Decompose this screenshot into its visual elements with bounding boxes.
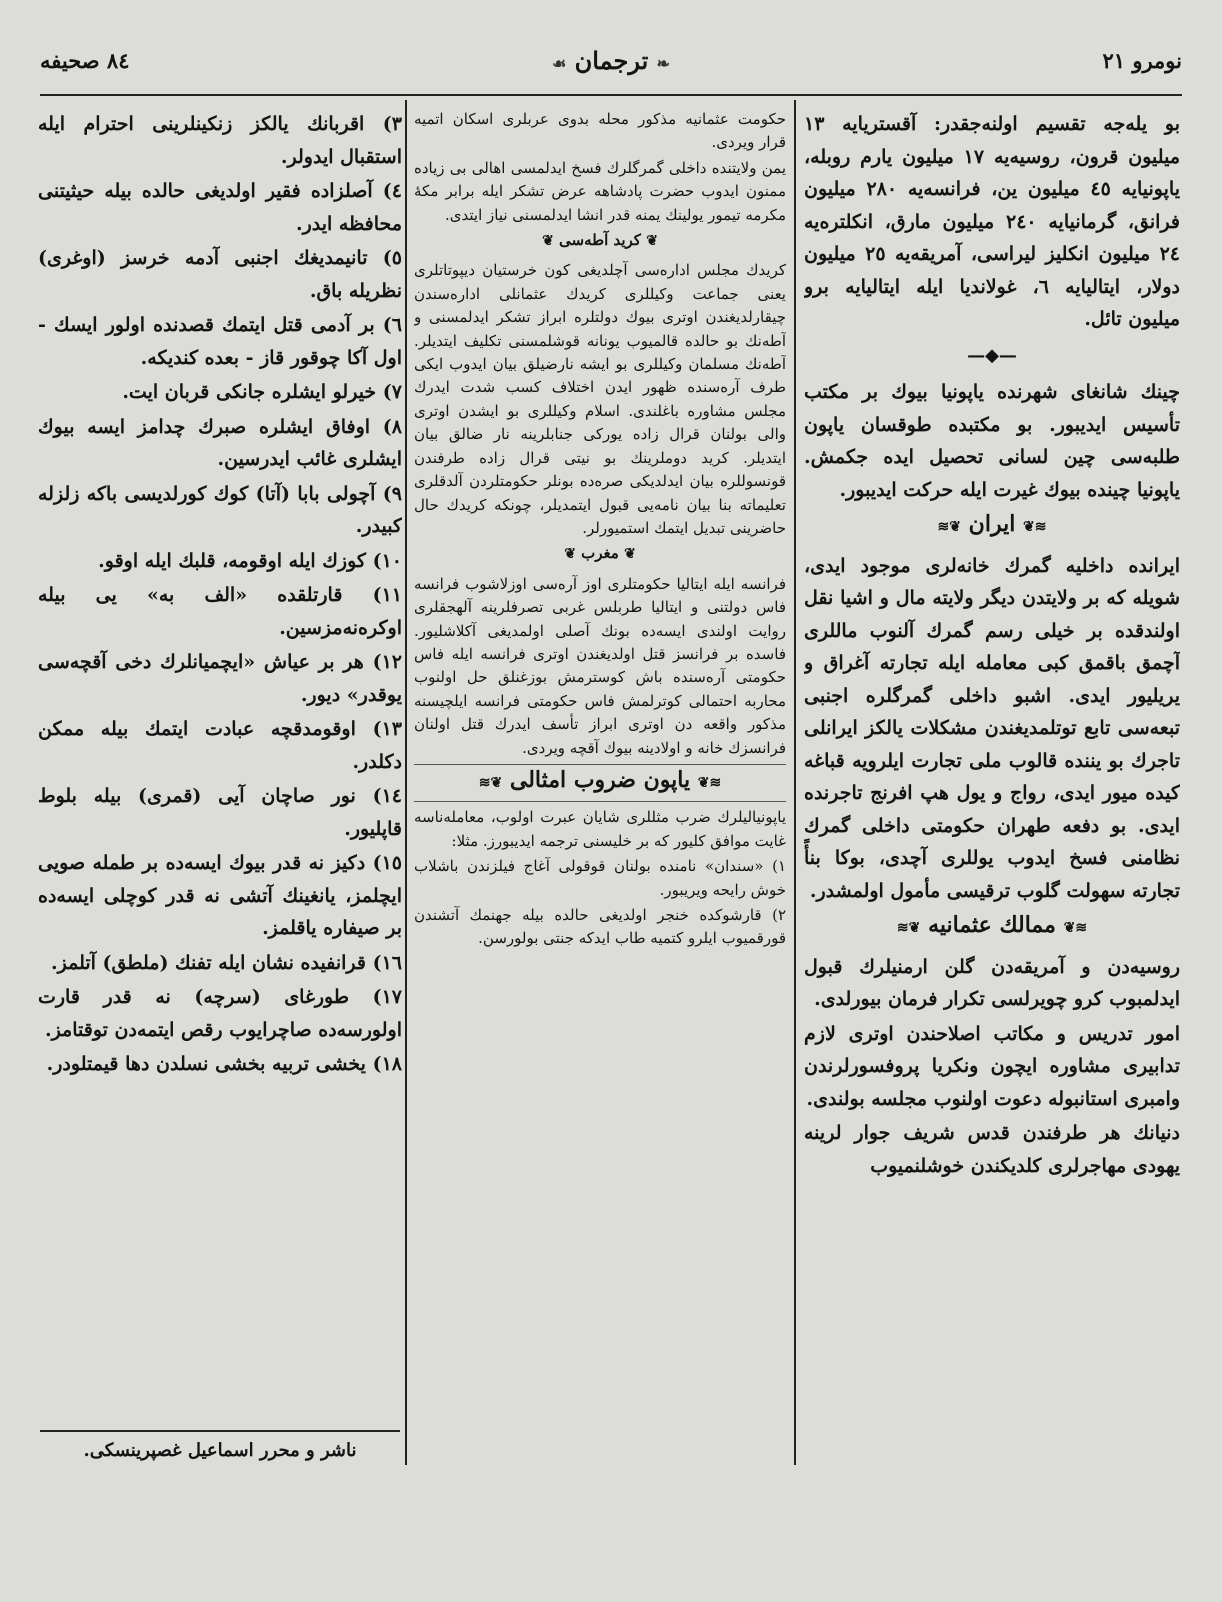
section-title-iran: ايران — [968, 511, 1016, 537]
issue-number: نومرو ٢١ — [1102, 48, 1182, 73]
middle-paragraph-5: ياپونياليلرك ضرب مثللرى شايان عبرت اولوب، معامله‌ناسه غايت موافق كليور كه بر خليسنى ترجمه ايديبورز. مثلا: — [414, 808, 786, 850]
right-paragraph-3: ايرانده داخليه گمرك خانه‌لرى موجود ايدى، شويله كه بر ولايتدن ديگر ولايته مال و اشيا نقل اولندقده بر خيلى رسم گمرك آلنوب ماللرى آچمق باقمق كبى معامله ايله تجارته آغراق و يريليور ايدى. اشبو داخلى گمرگلره اجنبى تبعه‌سى تابع توتلمديغندن مشكلات يالكز ايرانلى تاجرك بو يننده قالوب ملى تجارت ايلرويه قباغه كيده ميور ايدى، رواج و يول هپ افرنج تاجرنده ايدى. بو دفعه طهران حكومتى داخلى گمرك نظامنى فسخ ايدوب يوللرى آچدى، بوكا بنأً تجارته سهولت گلوب ترقيسى مأمول اولمشدر. — [804, 554, 1180, 902]
right-paragraph-1: بو يله‌جه تقسيم اولنه‌جقدر: آقستر‌يايه ١٣ ميليون قرون، روسيه‌يه ١٧ ميليون يارم روبله، ياپونيايه ٤٥ ميليون ين، فرانسه‌يه ٢٨٠ ميليون فرانق، گرمانيايه ٢٤٠ ميليون مارق، انكلتره‌يه ٢٤ ميليون انكليز ليراسى، آمريقه‌يه ٢٥ ميليون دولار، ايتاليايه ٦، غولانديا ايله ايتاليايه برو ميليون تائل. — [804, 113, 1180, 330]
section-heading-morocco — [414, 542, 786, 566]
middle-paragraph-1: حكومت عثمانيه مذكور محله بدوى عربلرى اسكان اتميه قرار ويردى. — [414, 110, 786, 152]
middle-paragraph-7: ٢) قارشوكده خنجر اولديغى حالده بيله جهنمك آتشندن قورقميوب ايلرو كتميه طاب ايدكه جنتى بولورسن. — [414, 906, 786, 948]
proverb-item: ١٨) يخشى تربيه بخشى نسلدن دها قيمتلودر. — [46, 1053, 402, 1075]
ornament-icon: ❦≋ — [478, 774, 503, 791]
proverb-item: ١٧) طورغاى (سرچه) نه قدر قارت اولورسه‌ده صاچرايوب رقص ايتمه‌دن توقتامز. — [38, 986, 402, 1041]
ornament-icon: ❦ — [646, 233, 658, 250]
ornament-icon: ≋❦ — [1023, 519, 1047, 535]
section-heading-proverbs — [414, 766, 786, 795]
proverb-item: ٤) آصلزاده فقير اولديغى حالده بيله حيثيتنى محافظه ايدر. — [38, 180, 402, 235]
header-rule — [40, 94, 1182, 96]
section-heading-iran — [804, 508, 1180, 544]
section-heading-ottoman — [804, 909, 1180, 945]
right-ornament-icon: ☙ — [551, 54, 567, 73]
section-title-proverbs: ياپون ضروب امثالى — [509, 766, 691, 793]
middle-paragraph-6: ١) «سندان» نامنده بولنان قوقولى آغاج فيلزندن باشلاب خوش رايحه ويريبور. — [414, 857, 786, 899]
publisher-rule — [40, 1430, 400, 1432]
ornament-icon: ❦ — [542, 233, 554, 250]
column-divider-right — [794, 100, 796, 1465]
proverb-item: ١٦) قرانفيده نشان ايله تفنك (ملطق) آتلمز. — [51, 951, 402, 974]
right-paragraph-4: روسيه‌دن و آمريقه‌دن گلن ارمنيلرك قبول ايدلمبوب كرو چويرلسى تكرار فرمان بيورلدى. — [804, 955, 1180, 1010]
section-title-ottoman: ممالك عثمانيه — [928, 912, 1056, 938]
ornament-icon: ❦ — [564, 546, 576, 563]
proverb-item: ١٥) دكيز نه قدر بيوك ايسه‌ده بر طمله صويى ايچلمز، يانغينك آتشى نه قدر كوچلى ايسه‌ده بر صيفاره ياقلمز. — [38, 852, 402, 939]
ornament-icon: ≋❦ — [1063, 920, 1088, 936]
proverb-item: ٦) بر آدمى قتل ايتمك قصدنده اولور ايسك - اول آكا چوقور قاز - بعده كنديكه. — [38, 314, 402, 369]
ornament-icon: ❦≋ — [937, 519, 961, 535]
middle-paragraph-4: فرانسه ايله ايتاليا حكومتلرى اوز آره‌سى اوزلاشوب فرانسه فاس دولتنى و ايتاليا طربلس غربى تصرفلرينه آلهجقلرى روايت اولندى ايسه‌ده بونك آصلى اولمديغى آكلاشليور. فاسده بر فرانسز قتل اولديغندن اوترى فرانسه ايله فاس حكومتى آره‌سنده باش كوسترمش بوزغنلق حل اولنوب محاربه احتمالى كوترلمش فاس حكومتى فرانسه ايلچيسنه مذكور واقعه دن اوترى ابراز تأسف ايدرك قتل اولنان فرانسزك خانه و اولادينه بيوك آقچه ويردى. — [414, 574, 786, 757]
ornament-icon: ❦≋ — [896, 920, 921, 936]
right-paragraph-6: دنيانك هر طرفندن قدس شريف جوار لرينه يهودى مهاجرلرى كلديكندن خوشلنميوب — [804, 1122, 1180, 1177]
section-heading-crete — [414, 229, 786, 253]
page-number: ٨٤ صحيفه — [40, 48, 130, 73]
proverb-item: ٩) آچولى بابا (آتا) كوك كورلديسى باكه زلزله كبيدر. — [38, 482, 402, 537]
middle-paragraph-3: كريدك مجلس اداره‌سى آچلديغى كون خرستيان ديپوتاتلرى يعنى جماعت وكيللرى كريدك عثمانلى اداره‌سندن چيقارلديغندن اوترى بيوك دولتلره ابراز تشكر ايدلمسنى و آطه‌نك بو حالده قالميوب يونانه قوشلمسنى تكليف ايتديلر. آطه‌نك مسلمان وكيللرى بو ايشه نارضيلق بيان ايدوب ايكى طرف آره‌سنده ظهور ايدن اختلاف كسب شدت ايدرك مجلس مشاوره باغلندى. اسلام وكيللرى بو ايشدن اوترى والى بولنان قرال زاده يوركى جنابلرينه نار ضالق بيان ايتديلر. كريد دوملرينك بو نيتى قرال زاده طرفندن قونسوللره بيان ايدلديكى صره‌ده بونلر حكومتلردن آلدقلرى تعليماته بنا بيان نامه‌يى قبول ايتمديلر، چونكه كريدك حال حاضرينى تبديل ايتمك استميورلر. — [414, 261, 786, 537]
paper-title: ترجمان — [574, 46, 649, 75]
right-paragraph-5: امور تدريس و مكاتب اصلاحندن اوترى لازم تدابيرى مشاوره ايچون ونكريا پروفسورلرندن وامبرى استانبوله دعوت اولنوب مجلسه بولندى. — [804, 1022, 1180, 1110]
column-divider-left — [405, 100, 407, 1465]
proverb-item: ٨) اوفاق ايشلره صبرك چدامز ايسه بيوك ايشلرى غائب ايدرسين. — [38, 415, 402, 470]
left-ornament-icon: ❧ — [656, 54, 671, 73]
paper-title-wrap — [40, 46, 1182, 75]
proverb-item: ٣) اقربانك يالكز زنكينلرينى احترام ايله استقبال ايدولر. — [38, 113, 402, 168]
proverb-item: ١١) قارتلقده «الف به» يى بيله اوكره‌نه‌مزسين. — [38, 584, 402, 639]
proverb-item: ١٣) اوقومدقچه عبادت ايتمك بيله ممكن دكلدر. — [38, 718, 402, 773]
proverb-item: ٧) خيرلو ايشلره جانكى قربان ايت. — [122, 381, 402, 403]
proverb-item: ١٤) نور صاچان آيى (قمرى) بيله بلوط قاپليور. — [38, 785, 402, 840]
right-column — [804, 108, 1180, 1184]
ornament-icon: ❦ — [624, 546, 636, 563]
section-rule — [414, 764, 786, 765]
proverb-item: ١٠) كوزك ايله اوقومه، قلبك ايله اوقو. — [98, 549, 402, 572]
section-rule — [414, 801, 786, 802]
middle-column — [414, 108, 786, 953]
section-title-crete: كريد آطه‌سى — [559, 231, 641, 250]
left-column — [38, 108, 402, 1408]
masthead — [40, 38, 1182, 90]
ornament-icon: ≋❦ — [697, 774, 722, 791]
proverb-item: ٥) تانيمديغك اجنبى آدمه خرسز (اوغرى) نظريله باق. — [38, 247, 402, 302]
section-title-morocco: مغرب — [581, 544, 619, 563]
right-paragraph-2: چينك شانغاى شهرنده ياپونيا بيوك بر مكتب تأسيس ايديبور. بو مكتبده طوقسان ياپون طلبه‌سى چين لسانى تحصيل ايده جكمش. ياپونيا چينده بيوك غيرت ايله حركت ايديبور. — [804, 381, 1180, 501]
separator-star-icon: —◆— — [967, 344, 1017, 366]
middle-paragraph-2: يمن ولايتنده داخلى گمرگلرك فسخ ايدلمسى اهالى بى زياده ممنون ايدوب حضرت پادشاهه عرض تشكر ايله برابر مكهٔ مكرمه تيمور يولينك يمنه قدر انشا ايدلمسنى نياز ايتدى. — [414, 158, 786, 224]
publisher-line: ناشر و محرر اسماعيل غصپرينسكى. — [83, 1440, 357, 1461]
proverb-item: ١٢) هر بر عياش «ايچميانلرك دخى آقچه‌سى يوقدر» ديور. — [38, 651, 402, 706]
